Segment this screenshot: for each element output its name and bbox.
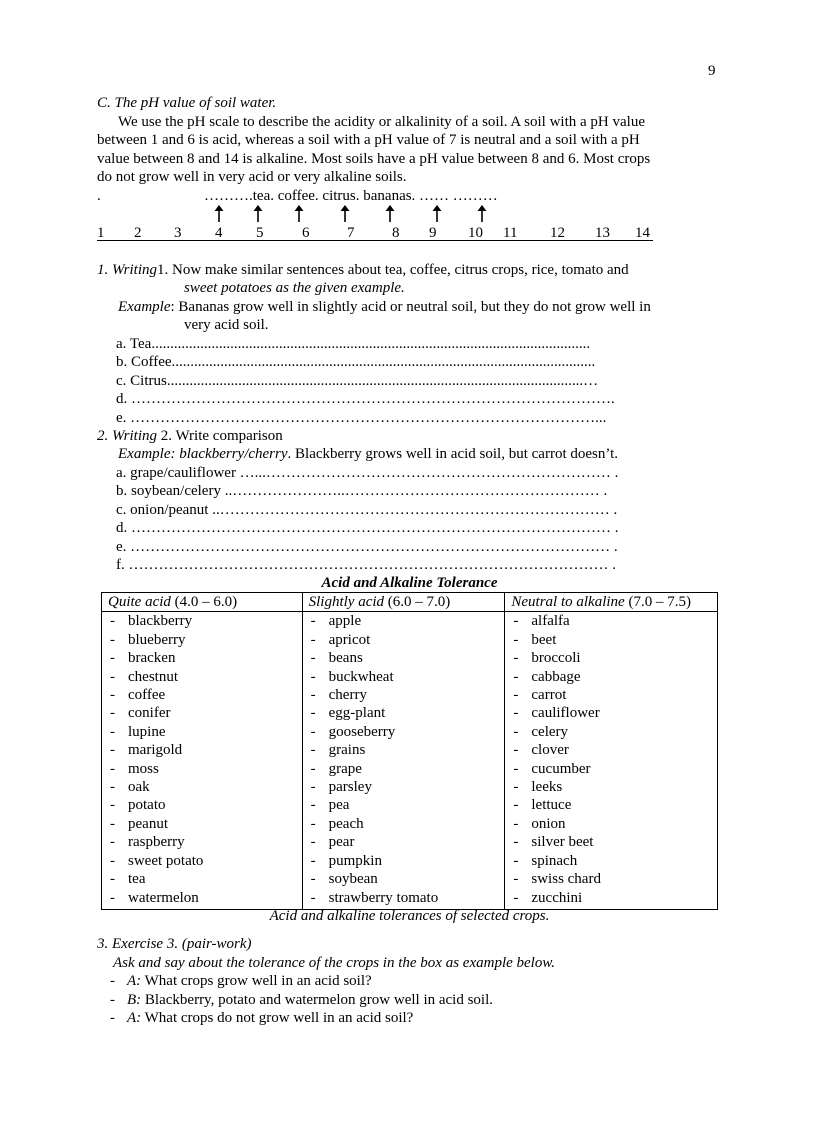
crop-item: - celery (513, 723, 717, 741)
answer-line[interactable]: e. …………………………………………………………………………………… . (116, 539, 618, 555)
exercise1-title: 1. Writing1. Now make similar sentences about tea, coffee, citrus crops, rice, tomato and (97, 262, 629, 278)
crop-item: - alfalfa (513, 612, 717, 630)
scale-number: 5 (256, 225, 264, 241)
answer-line[interactable]: a. Tea..................................................................................................................... (116, 336, 591, 352)
scale-number: 9 (429, 225, 437, 241)
paragraph-line: value between 8 and 14 is alkaline. Most soils have a pH value between 8 and 6. Most crops (97, 151, 651, 167)
crop-item: - coffee (110, 686, 302, 704)
crop-item: - marigold (110, 741, 302, 759)
dialogue-line: - A: What crops grow well in an acid soil? (110, 973, 372, 989)
answer-line[interactable]: e. …………………………………………………………………………………... (116, 410, 607, 426)
exercise2-title: 2. Writing 2. Write comparison (97, 428, 283, 444)
crop-item: - grains (311, 741, 505, 759)
crop-item: - clover (513, 741, 717, 759)
scale-crops-line: ……….tea. coffee. citrus. bananas. …… ……… (204, 188, 498, 204)
scale-lead-dot: . (97, 188, 101, 204)
exercise1-example-cont: very acid soil. (184, 317, 269, 333)
up-arrow-icon (431, 205, 443, 222)
crop-item: - strawberry tomato (311, 889, 505, 907)
up-arrow-icon (293, 205, 305, 222)
column-header: Slightly acid (6.0 – 7.0) (302, 593, 505, 612)
crop-item: - bracken (110, 649, 302, 667)
crop-item: - soybean (311, 870, 505, 888)
answer-line[interactable]: a. grape/cauliflower …...…………………………………………………………… . (116, 465, 619, 481)
up-arrow-icon (476, 205, 488, 222)
table-title: Acid and Alkaline Tolerance (321, 575, 498, 591)
crop-item: - pea (311, 796, 505, 814)
crop-item: - sweet potato (110, 852, 302, 870)
exercise1-example: Example: Bananas grow well in slightly acid or neutral soil, but they do not grow well in (118, 299, 651, 315)
exercise2-example: Example: blackberry/cherry. Blackberry grows well in acid soil, but carrot doesn’t. (118, 446, 618, 462)
answer-line[interactable]: d. …………………………………………………………………………………… . (116, 520, 619, 536)
scale-number: 3 (174, 225, 182, 241)
crop-item: - lettuce (513, 796, 717, 814)
crop-item: - parsley (311, 778, 505, 796)
scale-number: 12 (550, 225, 565, 241)
crop-item: - peach (311, 815, 505, 833)
crop-item: - beet (513, 631, 717, 649)
answer-line[interactable]: f. …………………………………………………………………………………… . (116, 557, 616, 573)
crop-item: - beans (311, 649, 505, 667)
crop-item: - blackberry (110, 612, 302, 630)
scale-number: 2 (134, 225, 142, 241)
paragraph-line: between 1 and 6 is acid, whereas a soil with a pH value of 7 is neutral and a soil with a pH (97, 132, 640, 148)
crop-item: - blueberry (110, 631, 302, 649)
scale-number: 1 (97, 225, 105, 241)
answer-line[interactable]: d. ……………………………………………………………………………………. (116, 391, 615, 407)
scale-number: 13 (595, 225, 610, 241)
crop-item: - cherry (311, 686, 505, 704)
crop-item: - raspberry (110, 833, 302, 851)
crop-list-slightly-acid (302, 612, 505, 910)
crop-item: - carrot (513, 686, 717, 704)
scale-number: 14 (635, 225, 650, 241)
crop-item: - gooseberry (311, 723, 505, 741)
crop-item: - apricot (311, 631, 505, 649)
column-header: Neutral to alkaline (7.0 – 7.5) (505, 593, 718, 612)
crop-item: - cabbage (513, 668, 717, 686)
crop-list-quite-acid (102, 612, 303, 910)
dialogue-line: - B: Blackberry, potato and watermelon grow well in acid soil. (110, 992, 494, 1008)
crop-item: - chestnut (110, 668, 302, 686)
crop-item: - spinach (513, 852, 717, 870)
scale-number: 4 (215, 225, 223, 241)
crop-item: - conifer (110, 704, 302, 722)
crop-item: - watermelon (110, 889, 302, 907)
crop-list-neutral-alkaline (505, 612, 718, 910)
up-arrow-icon (339, 205, 351, 222)
scale-number: 7 (347, 225, 355, 241)
exercise3-instruction: Ask and say about the tolerance of the crops in the box as example below. (113, 955, 555, 971)
crop-item: - grape (311, 760, 505, 778)
crop-item: - swiss chard (513, 870, 717, 888)
crop-item: - silver beet (513, 833, 717, 851)
exercise1-title-cont: sweet potatoes as the given example. (184, 280, 405, 296)
crop-item: - pumpkin (311, 852, 505, 870)
answer-line[interactable]: c. onion/peanut ..…………………………………………………………………… . (116, 502, 618, 518)
up-arrow-icon (384, 205, 396, 222)
dialogue-line: - A: What crops do not grow well in an acid soil? (110, 1010, 414, 1026)
crop-item: - onion (513, 815, 717, 833)
paragraph-line: do not grow well in very acid or very alkaline soils. (97, 169, 407, 185)
crop-item: - leeks (513, 778, 717, 796)
crop-item: - moss (110, 760, 302, 778)
crop-item: - broccoli (513, 649, 717, 667)
answer-line[interactable]: c. Citrus...............................................................................................................… (116, 373, 599, 389)
crop-item: - buckwheat (311, 668, 505, 686)
answer-line[interactable]: b. Coffee................................................................................................................. (116, 354, 596, 370)
crop-item: - pear (311, 833, 505, 851)
up-arrow-icon (252, 205, 264, 222)
scale-number: 8 (392, 225, 400, 241)
crop-item: - potato (110, 796, 302, 814)
column-header: Quite acid (4.0 – 6.0) (102, 593, 303, 612)
scale-number: 11 (503, 225, 518, 241)
section-heading: C. The pH value of soil water. (97, 95, 277, 111)
scale-baseline (97, 240, 653, 241)
scale-number: 10 (468, 225, 483, 241)
exercise3-title: 3. Exercise 3. (pair-work) (97, 936, 252, 952)
page-number: 9 (708, 63, 716, 79)
table-caption: Acid and alkaline tolerances of selected crops. (269, 908, 550, 924)
crop-item: - peanut (110, 815, 302, 833)
crop-item: - cauliflower (513, 704, 717, 722)
crop-item: - lupine (110, 723, 302, 741)
crop-item: - oak (110, 778, 302, 796)
crop-item: - tea (110, 870, 302, 888)
crop-item: - apple (311, 612, 505, 630)
paragraph-line: We use the pH scale to describe the acidity or alkalinity of a soil. A soil with a pH value (118, 114, 645, 130)
crop-item: - cucumber (513, 760, 717, 778)
crop-item: - zucchini (513, 889, 717, 907)
tolerance-table (101, 592, 718, 910)
up-arrow-icon (213, 205, 225, 222)
scale-number: 6 (302, 225, 310, 241)
crop-item: - egg-plant (311, 704, 505, 722)
answer-line[interactable]: b. soybean/celery ..…………………..…………………………………………… . (116, 483, 608, 499)
